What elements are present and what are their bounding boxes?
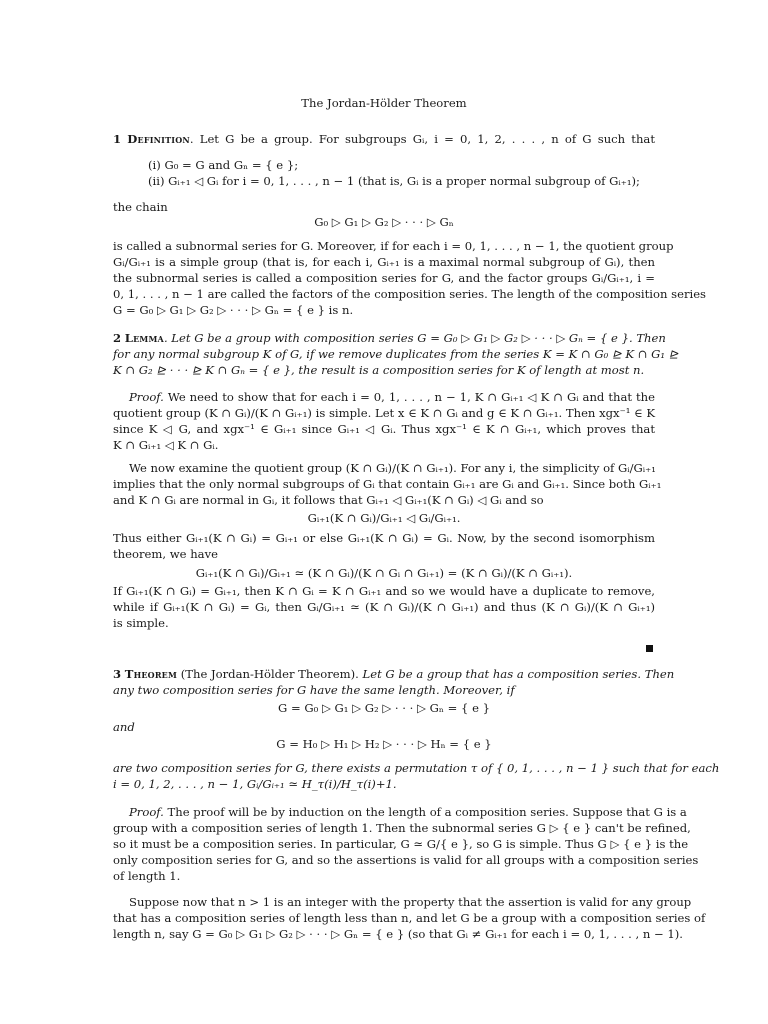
lemma-line: for any normal subgroup K of G, if we remove duplicates from the series K = K ∩ G₀ ⊵ K ∩ G₁ ⊵ xyxy=(113,347,679,361)
lemma-proof-line: theorem, we have xyxy=(113,547,218,561)
definition-intro: . Let G be a group. For subgroups Gᵢ, i = 0, 1, 2, . . . , n of G such that xyxy=(189,132,655,146)
lemma-proof-text: We need to show that for each i = 0, 1, . . . , n − 1, K ∩ Gᵢ₊₁ ◁ K ∩ Gᵢ and that the xyxy=(163,390,655,404)
theorem-proof-text: The proof will be by induction on the length of a composition series. Suppose that G is a xyxy=(163,805,687,819)
lemma-proof-line: K ∩ Gᵢ₊₁ ◁ K ∩ Gᵢ. xyxy=(113,438,219,452)
proof-label: Proof. xyxy=(129,390,164,404)
theorem-and: and xyxy=(113,720,135,734)
lemma-proof-equation: Gᵢ₊₁(K ∩ Gᵢ)/Gᵢ₊₁ ≃ (K ∩ Gᵢ)/(K ∩ Gᵢ ∩ Gᵢ₊₁) = (K ∩ Gᵢ)/(K ∩ Gᵢ₊₁). xyxy=(195,566,573,580)
theorem-equation: G = G₀ ▷ G₁ ▷ G₂ ▷ · · · ▷ Gₙ = { e } xyxy=(278,701,490,715)
lemma-proof-line xyxy=(113,389,655,405)
theorem-proof-line: of length 1. xyxy=(113,869,181,883)
lemma-proof-line: since K ◁ G, and xgx⁻¹ ∈ Gᵢ₊₁ since Gᵢ₊₁ ◁ Gᵢ. Thus xgx⁻¹ ∈ K ∩ Gᵢ₊₁, which proves that xyxy=(113,422,655,436)
definition-body-line: the subnormal series is called a composition series for G, and the factor groups Gᵢ/Gᵢ₊₁, i = xyxy=(113,271,655,285)
theorem-line: i = 0, 1, 2, . . . , n − 1, Gᵢ/Gᵢ₊₁ ≃ H_τ(i)/H_τ(i)+1. xyxy=(113,777,397,791)
definition-body-line: is called a subnormal series for G. Moreover, if for each i = 0, 1, . . . , n − 1, the quotient group xyxy=(113,239,674,253)
theorem-proof-line: that has a composition series of length less than n, and let G be a group with a composition series of xyxy=(113,911,706,925)
lemma-proof-line: We now examine the quotient group (K ∩ Gᵢ)/(K ∩ Gᵢ₊₁). For any i, the simplicity of Gᵢ/Gᵢ₊₁ xyxy=(129,461,656,475)
theorem-proof-line xyxy=(113,804,687,820)
lemma-text: . Let G be a group with composition series G = G₀ ▷ G₁ ▷ G₂ ▷ · · · ▷ Gₙ = { e }. Then xyxy=(163,331,666,345)
lemma-proof-line: is simple. xyxy=(113,616,169,630)
theorem-proof-line: group with a composition series of length 1. Then the subnormal series G ▷ { e } can't be refined, xyxy=(113,821,691,835)
theorem-equation: G = H₀ ▷ H₁ ▷ H₂ ▷ · · · ▷ Hₙ = { e } xyxy=(276,737,492,751)
definition-heading-line xyxy=(113,131,655,147)
theorem-label: Theorem xyxy=(124,667,178,681)
definition-label: Definition xyxy=(127,132,190,146)
theorem-line: are two composition series for G, there exists a permutation τ of { 0, 1, . . . , n − 1 } such that for each xyxy=(113,761,720,775)
theorem-heading-line xyxy=(113,666,675,682)
definition-body-line: G = G₀ ▷ G₁ ▷ G₂ ▷ · · · ▷ Gₙ = { e } is n. xyxy=(113,303,354,317)
lemma-heading-line xyxy=(113,330,666,346)
definition-chain-intro: the chain xyxy=(113,200,168,214)
definition-item-1: (i) G₀ = G and Gₙ = { e }; xyxy=(148,158,299,172)
proof-label: Proof. xyxy=(129,805,164,819)
page-title: The Jordan-Hölder Theorem xyxy=(301,96,467,110)
lemma-proof-line: and K ∩ Gᵢ are normal in Gᵢ, it follows that Gᵢ₊₁ ◁ Gᵢ₊₁(K ∩ Gᵢ) ◁ Gᵢ and so xyxy=(113,493,544,507)
theorem-proof-line: so it must be a composition series. In particular, G ≃ G/{ e }, so G is simple. Thus G ▷ { e } is the xyxy=(113,837,689,851)
lemma-proof-line: implies that the only normal subgroups of Gᵢ that contain Gᵢ₊₁ are Gᵢ and Gᵢ₊₁. Since both Gᵢ₊₁ xyxy=(113,477,662,491)
lemma-label: Lemma xyxy=(124,331,164,345)
lemma-number: 2 xyxy=(113,331,122,345)
definition-chain: G₀ ▷ G₁ ▷ G₂ ▷ · · · ▷ Gₙ xyxy=(314,215,454,229)
definition-item-2: (ii) Gᵢ₊₁ ◁ Gᵢ for i = 0, 1, . . . , n − 1 (that is, Gᵢ is a proper normal subgroup of Gᵢ₊₁); xyxy=(148,174,640,188)
theorem-number: 3 xyxy=(113,667,122,681)
lemma-proof-line: Thus either Gᵢ₊₁(K ∩ Gᵢ) = Gᵢ₊₁ or else Gᵢ₊₁(K ∩ Gᵢ) = Gᵢ. Now, by the second isomorphism xyxy=(113,531,655,545)
theorem-proof-line: length n, say G = G₀ ▷ G₁ ▷ G₂ ▷ · · · ▷ Gₙ = { e } (so that Gᵢ ≠ Gᵢ₊₁ for each i = 0, 1, . . . , n − 1). xyxy=(113,927,683,941)
qed-square-icon xyxy=(646,645,653,652)
theorem-proof-line: only composition series for G, and so the assertions is valid for all groups with a composition series xyxy=(113,853,699,867)
theorem-line: any two composition series for G have the same length. Moreover, if xyxy=(113,683,515,697)
lemma-proof-line: If Gᵢ₊₁(K ∩ Gᵢ) = Gᵢ₊₁, then K ∩ Gᵢ = K ∩ Gᵢ₊₁ and so we would have a duplicate to remove, xyxy=(113,584,655,598)
definition-body-line: 0, 1, . . . , n − 1 are called the factors of the composition series. The length of the composition series xyxy=(113,287,707,301)
theorem-proof-line: Suppose now that n > 1 is an integer with the property that the assertion is valid for any group xyxy=(129,895,692,909)
theorem-name: (The Jordan-Hölder Theorem). xyxy=(177,667,359,681)
theorem-text: Let G be a group that has a composition series. Then xyxy=(358,667,675,681)
lemma-proof-line: quotient group (K ∩ Gᵢ)/(K ∩ Gᵢ₊₁) is simple. Let x ∈ K ∩ Gᵢ and g ∈ K ∩ Gᵢ₊₁. Then xgx⁻¹ ∈ K xyxy=(113,406,655,420)
lemma-proof-line: while if Gᵢ₊₁(K ∩ Gᵢ) = Gᵢ, then Gᵢ/Gᵢ₊₁ ≃ (K ∩ Gᵢ)/(K ∩ Gᵢ₊₁) and thus (K ∩ Gᵢ)/(K ∩ Gᵢ₊₁) xyxy=(113,600,655,614)
lemma-proof-equation: Gᵢ₊₁(K ∩ Gᵢ)/Gᵢ₊₁ ◁ Gᵢ/Gᵢ₊₁. xyxy=(307,511,461,525)
definition-number: 1 xyxy=(113,132,122,146)
definition-body-line: Gᵢ/Gᵢ₊₁ is a simple group (that is, for each i, Gᵢ₊₁ is a maximal normal subgroup of Gᵢ), then xyxy=(113,255,655,269)
lemma-line: K ∩ G₂ ⊵ · · · ⊵ K ∩ Gₙ = { e }, the result is a composition series for K of length at most n. xyxy=(113,363,645,377)
